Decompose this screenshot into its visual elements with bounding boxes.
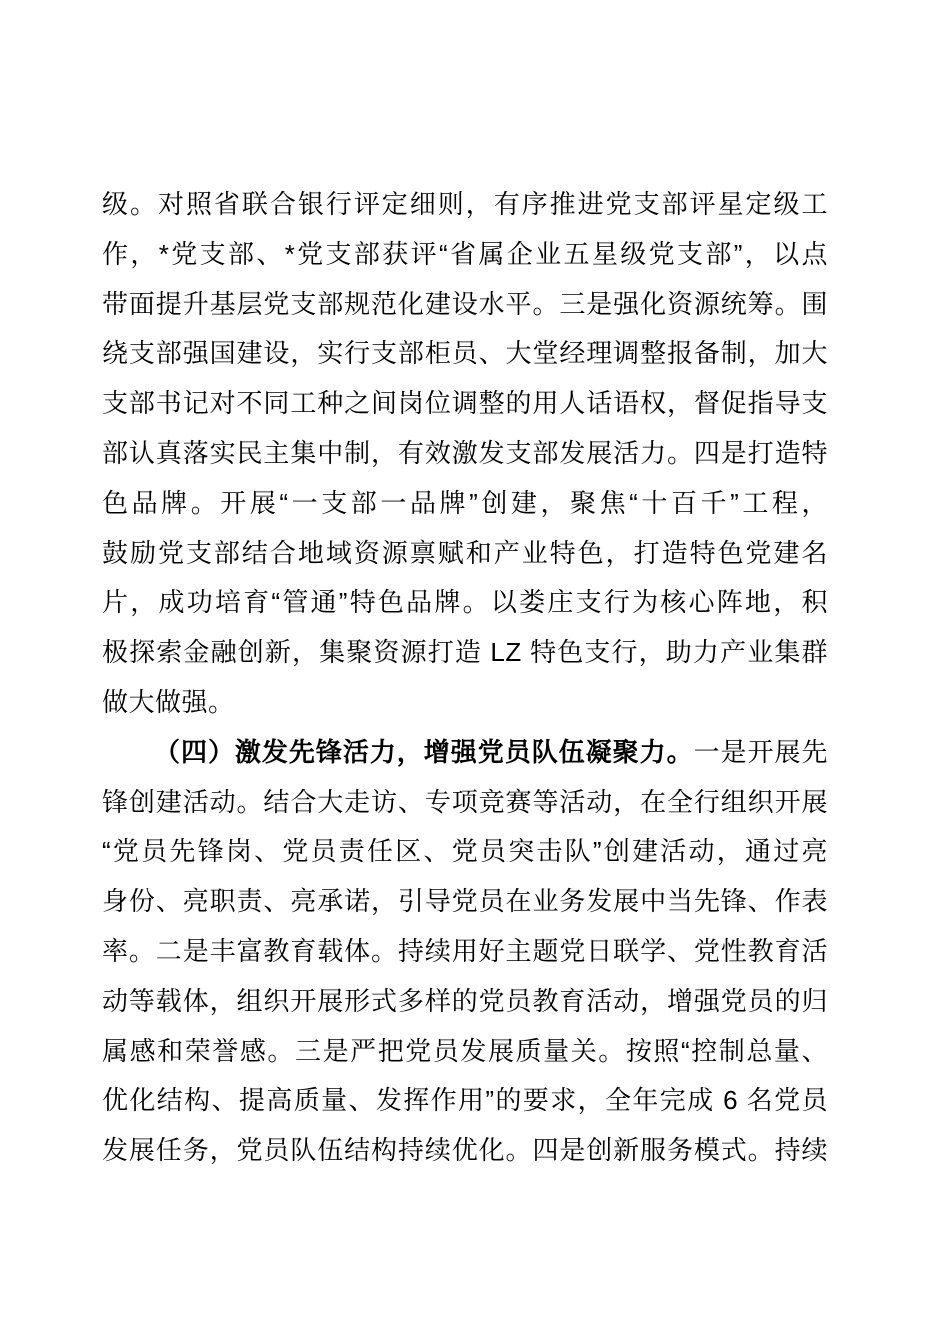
- text-line: 身份、亮职责、亮承诺，引导党员在业务发展中当先锋、作表: [102, 886, 828, 917]
- text-line: 部认真落实民主集中制，有效激发支部发展活力。四是打造特: [102, 437, 828, 468]
- text-line: 鼓励党支部结合地域资源禀赋和产业特色，打造特色党建名: [102, 537, 828, 568]
- text-line: 率。二是丰富教育载体。持续用好主题党日联学、党性教育活: [102, 935, 828, 966]
- text-line: 属感和荣誉感。三是严把党员发展质量关。按照“控制总量、: [102, 1035, 828, 1066]
- section-heading-bold: （四）激发先锋活力，增强党员队伍凝聚力。: [154, 736, 694, 767]
- text-line: 动等载体，组织开展形式多样的党员教育活动，增强党员的归: [102, 985, 828, 1016]
- text-line: 片，成功培育“管通”特色品牌。以娄庄支行为核心阵地，积: [102, 587, 828, 618]
- text-line: 发展任务，党员队伍结构持续优化。四是创新服务模式。持续: [102, 1135, 828, 1166]
- text-line: 锋创建活动。结合大走访、专项竞赛等活动，在全行组织开展: [102, 786, 828, 817]
- paragraph-continuation: [102, 180, 828, 728]
- text-line: 优化结构、提高质量、发挥作用”的要求，全年完成 6 名党员: [102, 1085, 828, 1116]
- text-line: [102, 728, 828, 778]
- text-line: “党员先锋岗、党员责任区、党员突击队”创建活动，通过亮: [102, 836, 828, 867]
- section-heading-rest: 一是开展先: [693, 736, 828, 767]
- text-line: 做大做强。: [102, 686, 235, 717]
- paragraph-section-4: [102, 728, 828, 1176]
- text-line: 级。对照省联合银行评定细则，有序推进党支部评星定级工: [102, 189, 828, 219]
- text-line: 绕支部强国建设，实行支部柜员、大堂经理调整报备制，加大: [102, 338, 828, 369]
- text-line: 带面提升基层党支部规范化建设水平。三是强化资源统筹。围: [102, 288, 828, 319]
- text-line: 作，*党支部、*党支部获评“省属企业五星级党支部”，以点: [102, 238, 828, 269]
- text-line: 色品牌。开展“一支部一品牌”创建，聚焦“十百千”工程，: [102, 487, 828, 518]
- text-line: 支部书记对不同工种之间岗位调整的用人话语权，督促指导支: [102, 388, 828, 419]
- text-line: 极探索金融创新，集聚资源打造 LZ 特色支行，助力产业集群: [102, 637, 828, 668]
- text-column: [102, 180, 828, 1176]
